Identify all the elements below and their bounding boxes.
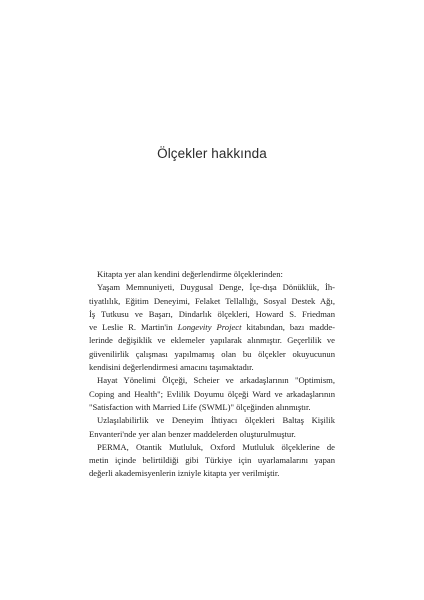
book-title-italic: Longevity Project [177,322,242,333]
text-line: PERMA, Otantik Mutluluk, Oxford Mutluluk ölçeklerine de [97,441,335,452]
text-line: kendisini değerlendirmesi amacını taşımaktadır. [89,362,254,373]
text-line: tiyatlılık, Eğitim Deneyimi, Felaket Tellallığı, Sosyal Destek Ağı, [89,295,335,306]
body-text [89,268,335,481]
text-line: metin içinde belirtildiği gibi Türkiye için uyarlamalarını yapan [89,455,335,466]
text-line: değerli akademisyenlerin izniyle kitapta yer verilmiştir. [89,468,280,479]
text-line: "Satisfaction with Married Life (SWML)" ölçeğinden alınmıştır. [89,401,311,412]
text-line: lerinde değişiklik ve eklemeler yapılarak alınmıştır. Geçerlilik ve [89,335,335,346]
paragraph-happiness-scales [89,441,335,481]
paragraph-personality-inventory [89,414,335,441]
page-title: Ölçekler hakkında [157,146,267,161]
text-line: Hayat Yönelimi Ölçeği, Scheier ve arkadaşlarının "Optimism, [97,375,335,386]
text-line [89,321,335,334]
text-line: Uzlaşılabilirlik ve Deneyim İhtiyacı ölçekleri Baltaş Kişilik [97,415,335,426]
paragraph-intro [89,268,335,281]
paragraph-optimism-scale [89,374,335,414]
text-fragment: ve Leslie R. Martin'in [89,322,178,333]
paragraph-scales-list [89,281,335,374]
text-line: Kitapta yer alan kendini değerlendirme ölçeklerinden: [97,269,283,279]
text-line: güvenilirlik çalışması yapılmamış olan bu ölçekler okuyucunun [89,348,335,359]
text-fragment: kitabından, bazı madde- [241,322,336,333]
text-line: Envanteri'nde yer alan benzer maddelerden oluşturulmuştur. [89,428,296,439]
text-line: Coping and Health"; Evlilik Doyumu ölçeği Ward ve arkadaşlarının [89,388,335,399]
text-line: İş Tutkusu ve Başarı, Dindarlık ölçekleri, Howard S. Friedman [89,308,335,319]
text-line: Yaşam Memnuniyeti, Duygusal Denge, İçe-dışa Dönüklük, İh- [97,282,335,293]
